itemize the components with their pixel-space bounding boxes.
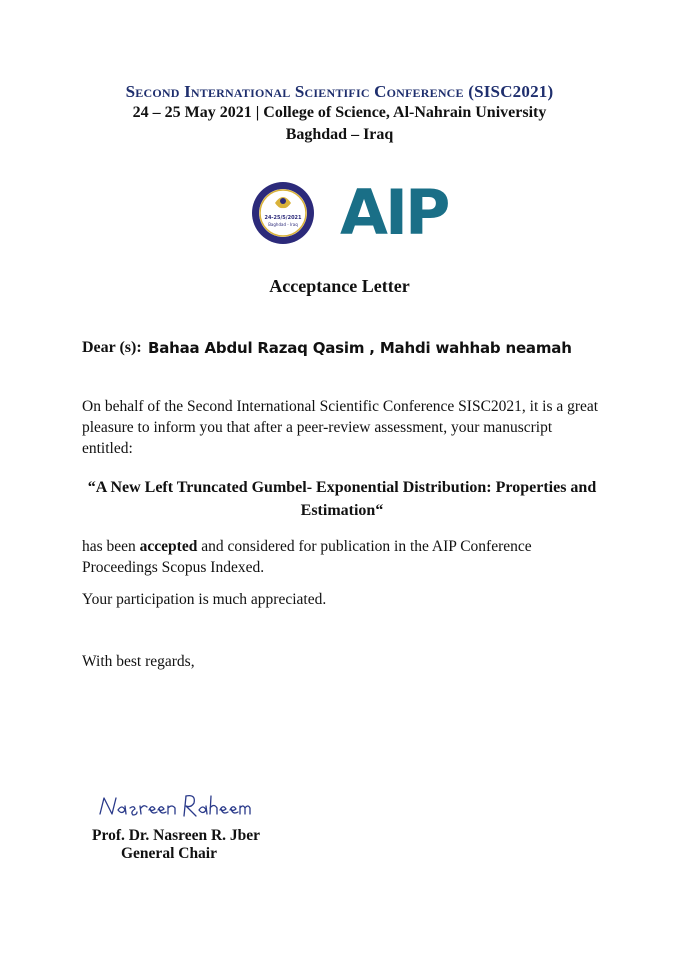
conference-dates-venue: 24 – 25 May 2021 | College of Science, Al-Nahrain University <box>132 104 547 121</box>
manuscript-title: “A New Left Truncated Gumbel- Exponential Distribution: Properties and Estimation“ <box>87 479 597 519</box>
handwritten-signature <box>96 788 256 828</box>
seal-date-text: 24-25/5/2021 <box>264 215 302 221</box>
conference-title-text: Second International Scientific Conference (SISC2021) <box>125 82 554 101</box>
signer-name: Prof. Dr. Nasreen R. Jber <box>92 827 261 844</box>
aip-logo-text: AIP <box>340 180 448 240</box>
closing-regards: With best regards, <box>82 653 195 670</box>
acceptance-prefix: has been <box>82 538 140 555</box>
letter-title: Acceptance Letter <box>269 276 410 296</box>
conference-seal-logo <box>251 181 315 245</box>
signer-role: General Chair <box>121 845 217 862</box>
conference-location: Baghdad – Iraq <box>285 126 394 143</box>
salutation: Dear (s): <box>82 339 142 356</box>
intro-paragraph: On behalf of the Second International Scientific Conference SISC2021, it is a great pleasure to inform you that after a peer-review assessment, your manuscript entitled: <box>82 398 599 457</box>
aip-logo <box>338 180 453 240</box>
appreciation-paragraph: Your participation is much appreciated. <box>82 591 327 608</box>
conference-title <box>0 82 679 102</box>
seal-place-text: Baghdad - Iraq <box>268 222 298 227</box>
acceptance-paragraph <box>82 536 602 578</box>
acceptance-bold: accepted <box>139 538 198 555</box>
recipient-names: Bahaa Abdul Razaq Qasim , Mahdi wahhab neamah <box>148 339 572 357</box>
acceptance-suffix: and considered for publication in the AIP Conference Proceedings Scopus Indexed. <box>82 538 532 576</box>
